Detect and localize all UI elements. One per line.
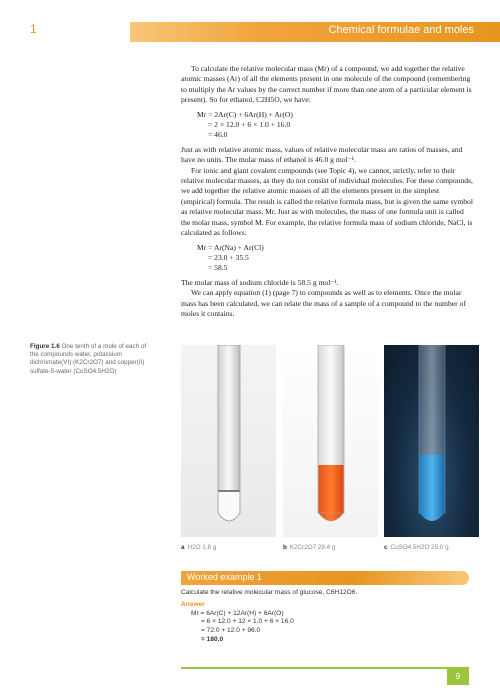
figure-caption [30,343,152,376]
chapter-number: 1 [30,22,37,36]
tube-letter: c [384,544,388,551]
answer-line: = 72.0 + 12.0 + 96.0 [201,627,261,635]
answer-equation [191,610,473,645]
equation-line: = 2 × 12.0 + 6 × 1.0 + 16.0 [208,120,291,130]
test-tube-copper-sulfate-icon [384,345,479,537]
tube-label-a [181,544,216,551]
footer-rule [181,667,469,669]
paragraph-4: The molar mass of sodium chloride is 58.5 g mol⁻¹. [181,277,339,287]
worked-example-title: Worked example 1 [187,572,262,582]
tube-label-text: H2O 1.8 g [187,544,217,551]
worked-example-body [181,589,473,645]
answer-line: Mr = 6Ar(C) + 12Ar(H) + 6Ar(O) [191,609,284,617]
tube-label-text: K2Cr2O7 29.4 g [289,544,336,551]
main-text [181,64,473,319]
worked-example-banner [181,571,469,585]
tube-label-c [384,544,449,551]
figure-label: Figure 1.6 [30,343,60,350]
answer-label: Answer [181,600,205,608]
photo-copper-sulfate-tube [384,345,479,537]
photo-water-tube [181,345,276,537]
paragraph-5: We can apply equation (1) (page 7) to compounds as well as to elements. Once the molar mass has been calculated, we can relate the mass of a sample of a compound to the number of moles it contains. [181,288,466,318]
equation-line: Mr = Ar(Na) + Ar(Cl) [197,242,264,252]
equation-nacl [197,243,473,274]
tube-label-text: CuSO4.5H2O 25.0 g [390,544,449,551]
equation-line: = 23.0 + 35.5 [208,252,249,262]
running-title: Chemical formulae and moles [328,24,474,36]
tube-label-b [283,544,335,551]
test-tube-dichromate-icon [283,345,378,537]
tube-letter: a [181,544,185,551]
page-number: 9 [447,669,469,685]
equation-line: Mr = 2Ar(C) + 6Ar(H) + Ar(O) [197,109,293,119]
equation-line: = 46.0 [208,130,228,140]
paragraph-2: Just as with relative atomic mass, values of relative molecular mass are ratios of masses, and have no units. The molar mass of ethanol is 46.0 g mol⁻¹. [181,144,463,165]
test-tube-water-icon [181,345,276,537]
worked-example-question: Calculate the relative molecular mass of glucose, C6H12O6. [181,589,358,596]
tube-letter: b [283,544,287,551]
equation-line: = 58.5 [208,263,228,273]
paragraph-3: For ionic and giant covalent compounds (see Topic 4), we cannot, strictly, refer to their relative molecular masses, as they do not consist of individual molecules. For these compounds, we add together the relative atomic masses of all the elements present in the simplest (empirical) formula. The result is called the relative formula mass, but is given the same symbol as relative molecular mass, Mr. Just as with molecules, the mass of one formula unit is called the molar mass, symbol M. For example, the relative formula mass of sodium chloride, NaCl, is calculated as follows: [181,165,473,238]
answer-final: = 180.0 [201,635,224,643]
photo-dichromate-tube [283,345,378,537]
equation-ethanol [197,110,473,141]
page-header [0,0,500,58]
answer-line: = 6 × 12.0 + 12 × 1.0 + 6 × 16.0 [201,618,294,626]
figure-caption-text: One tenth of a mole of each of the compounds water, potassium dichromate(VI) (K2Cr2O7) and copper(II) sulfate-5-water (CuSO4.5H2O) [30,343,147,375]
paragraph-1: To calculate the relative molecular mass (Mr) of a compound, we add together the relative atomic masses (Ar) of all the elements present in one molecule of the compound (remembering to multiply the Ar values by the correct number if more than one atom of a particular element is present). So for ethanol, C2H5O, we have: [181,64,472,105]
